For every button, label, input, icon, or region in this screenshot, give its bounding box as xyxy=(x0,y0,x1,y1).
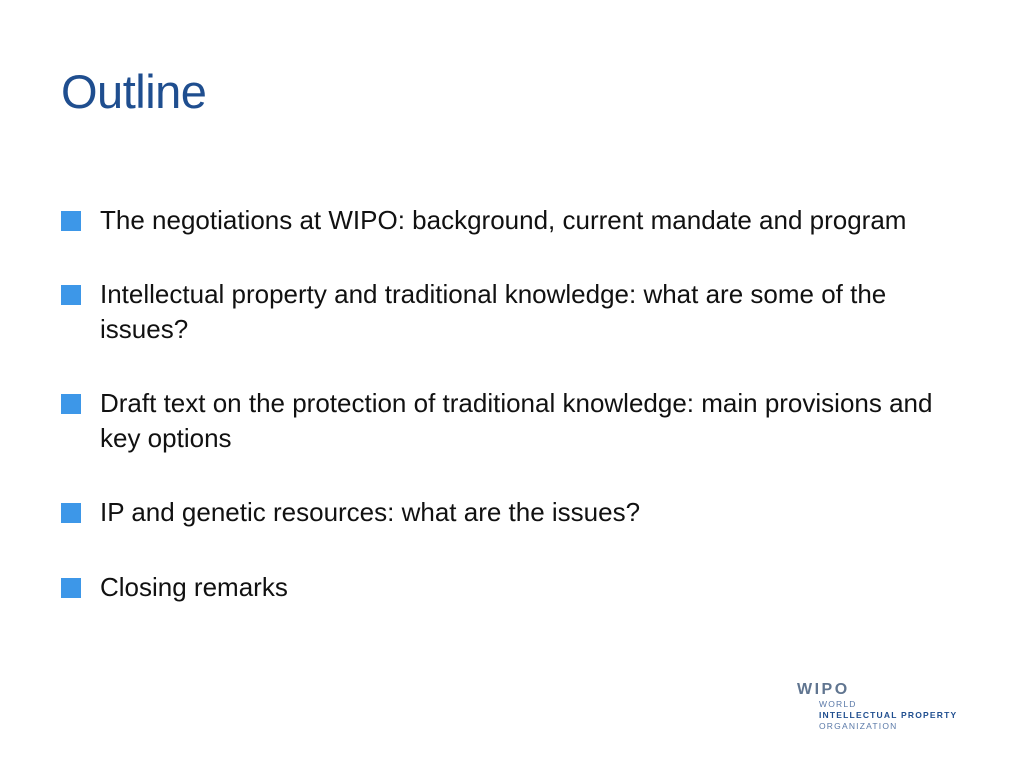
square-bullet-icon xyxy=(61,211,81,231)
slide-title: Outline xyxy=(61,65,207,118)
wipo-logo xyxy=(797,681,997,732)
bullet-list xyxy=(60,203,970,605)
bullet-item xyxy=(60,495,970,530)
bullet-item xyxy=(60,203,970,238)
bullet-item xyxy=(60,386,970,456)
logo-line-world: WORLD xyxy=(819,699,857,709)
bullet-text: The negotiations at WIPO: background, current mandate and program xyxy=(100,205,907,235)
logo-line-intellectual-property: INTELLECTUAL PROPERTY xyxy=(819,710,958,720)
bullet-item xyxy=(60,277,970,347)
bullet-text: Closing remarks xyxy=(100,572,288,602)
bullet-text: IP and genetic resources: what are the issues? xyxy=(100,497,641,527)
logo-acronym: WIPO xyxy=(797,681,850,698)
square-bullet-icon xyxy=(61,394,81,414)
square-bullet-icon xyxy=(61,503,81,523)
bullet-text: Draft text on the protection of traditional knowledge: main provisions and key options xyxy=(100,388,933,453)
logo-line-organization: ORGANIZATION xyxy=(819,721,898,731)
bullet-text: Intellectual property and traditional knowledge: what are some of the issues? xyxy=(100,279,887,344)
square-bullet-icon xyxy=(61,285,81,305)
bullet-item xyxy=(60,570,970,605)
square-bullet-icon xyxy=(61,578,81,598)
